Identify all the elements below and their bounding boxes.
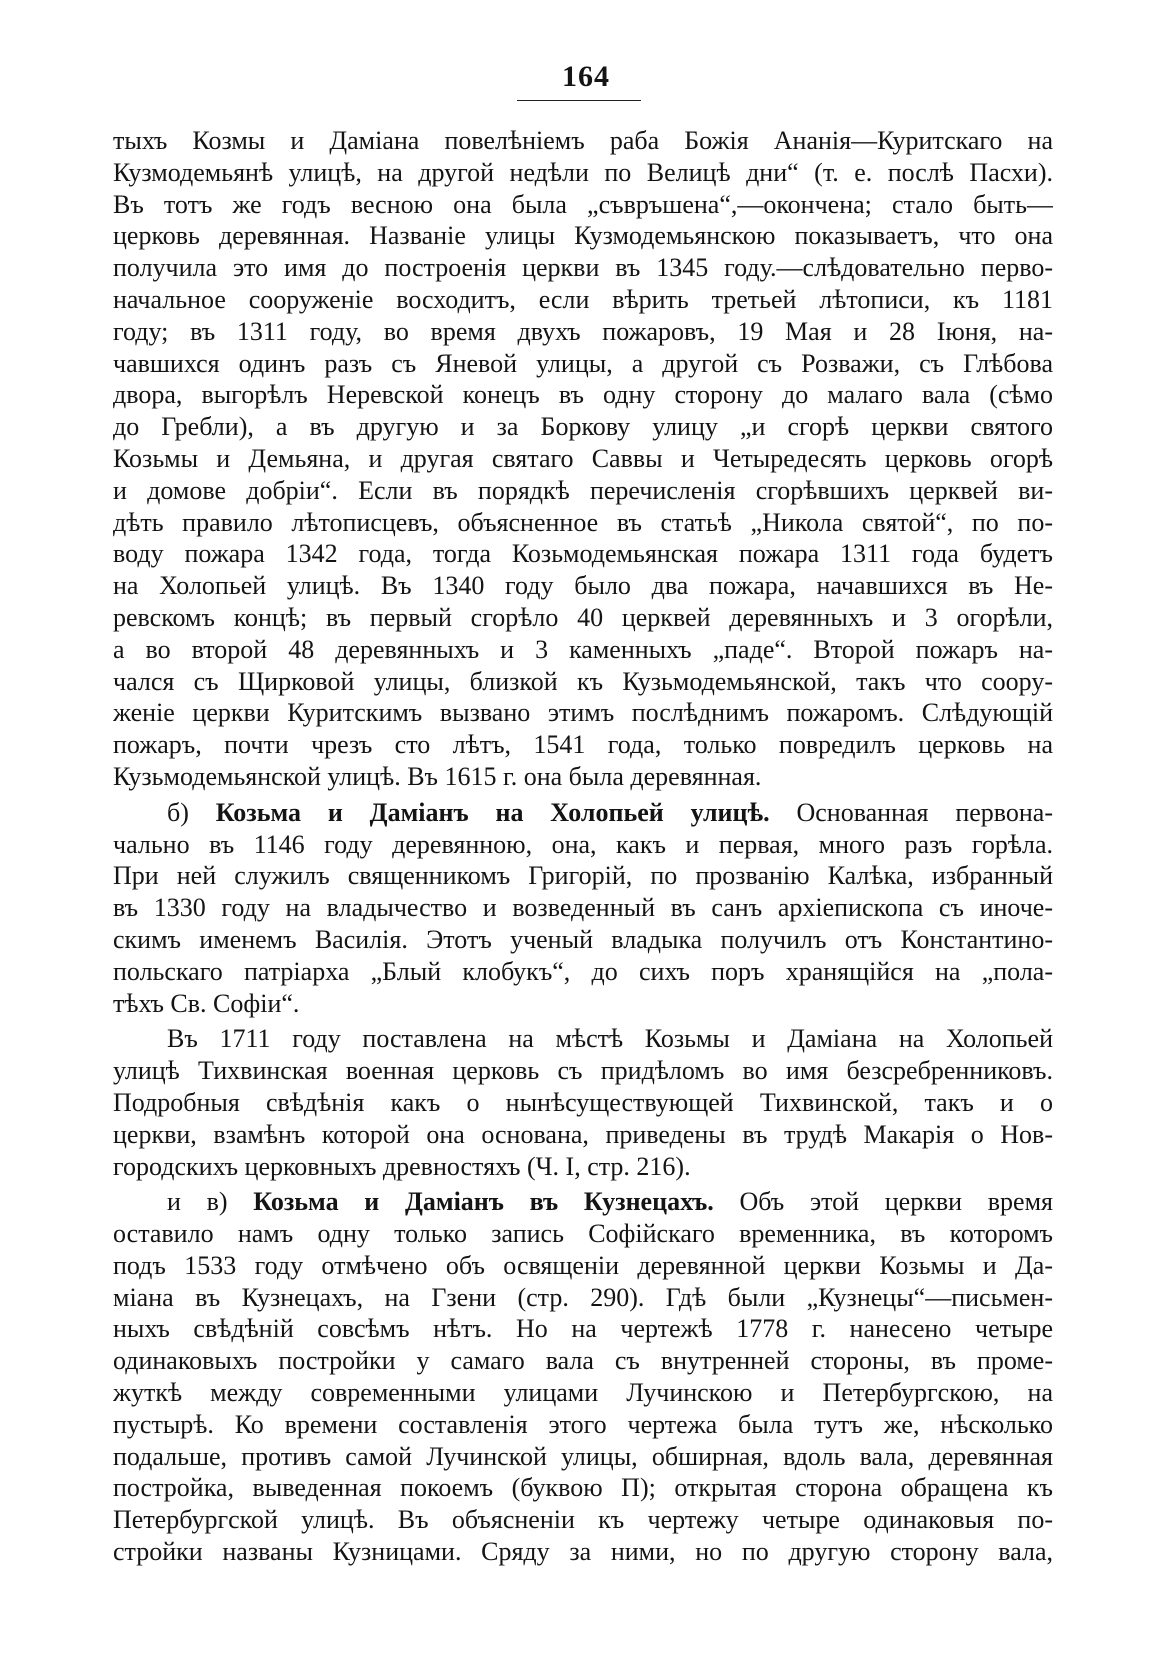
text-segment: міана въ Кузнецахъ, на Гзени (стр. 290). Гдѣ были „Кузнецы“—письмен-	[113, 1282, 1053, 1312]
text-line	[113, 1504, 1053, 1536]
text-segment: б)	[167, 797, 216, 827]
text-segment: пожаръ, почти чрезъ сто лѣтъ, 1541 года, только повредилъ церковь на	[113, 730, 1053, 760]
text-segment: подъ 1533 году отмѣчено объ освященіи деревянной церкви Козьмы и Да-	[113, 1250, 1053, 1280]
text-line	[113, 1282, 1053, 1314]
text-line	[113, 220, 1053, 252]
text-segment: одинаковыхъ постройки у самаго вала съ внутренней стороны, въ проме-	[113, 1346, 1053, 1376]
text-line	[113, 284, 1053, 316]
text-segment: Подробныя свѣдѣнія какъ о нынѣсуществующей Тихвинской, такъ и о	[113, 1087, 1053, 1117]
text-segment: чавшихся одинъ разъ съ Яневой улицы, а другой съ Розважи, съ Глѣбова	[113, 348, 1053, 378]
text-segment: Кузьмодемьянской улицѣ. Въ 1615 г. она была деревянная.	[113, 761, 762, 791]
text-segment: скимъ именемъ Василія. Этотъ ученый владыка получилъ отъ Константино-	[113, 924, 1053, 954]
text-line	[113, 538, 1053, 570]
text-segment: улицѣ Тихвинская военная церковь съ придѣломъ во имя безсребренниковъ.	[113, 1056, 1053, 1086]
text-line	[113, 443, 1053, 475]
text-segment: постройка, выведенная покоемъ (буквою П); открытая сторона обращена къ	[113, 1473, 1053, 1503]
text-line	[113, 1441, 1053, 1473]
text-line	[113, 1536, 1053, 1568]
text-segment: оставило намъ одну только запись Софійскаго временника, въ которомъ	[113, 1219, 1053, 1249]
text-segment: Объ этой церкви время	[713, 1187, 1053, 1217]
text-segment: Въ тотъ же годъ весною она была „съвръшена“,—окончена; стало быть—	[113, 189, 1053, 219]
text-segment: церкви, взамѣнъ которой она основана, приведены въ трудѣ Макарія о Нов-	[113, 1119, 1053, 1149]
text-segment: году; въ 1311 году, во время двухъ пожаровъ, 19 Мая и 28 Іюня, на-	[113, 316, 1053, 346]
text-segment: въ 1330 году на владычество и возведенный въ санъ архіепископа съ иноче-	[113, 893, 1053, 923]
body-text	[113, 125, 1053, 1568]
text-line	[113, 892, 1053, 924]
section-heading: Козьма и Даміанъ въ Кузнецахъ.	[253, 1187, 714, 1217]
text-line	[113, 475, 1053, 507]
text-line	[113, 860, 1053, 892]
text-segment: двора, выгорѣлъ Неревской конецъ въ одну сторону до малаго вала (сѣмо	[113, 380, 1053, 410]
text-segment: жуткѣ между современными улицами Лучинскою и Петербургскою, на	[113, 1378, 1053, 1408]
text-line	[113, 988, 1053, 1020]
text-segment: Въ 1711 году поставлена на мѣстѣ Козьмы и Даміана на Холопьей	[167, 1024, 1053, 1054]
text-line	[113, 1250, 1053, 1282]
text-line	[113, 507, 1053, 539]
text-line	[113, 252, 1053, 284]
text-segment: дѣть правило лѣтописцевъ, объясненное въ статьѣ „Никола святой“, по по-	[113, 507, 1053, 537]
text-segment: При ней служилъ священникомъ Григорій, по прозванію Калѣка, избранный	[113, 861, 1053, 891]
text-line	[113, 1087, 1053, 1119]
text-line	[113, 411, 1053, 443]
text-line	[113, 1023, 1053, 1055]
text-segment: польскаго патріарха „Блый клобукъ“, до сихъ поръ хранящійся на „пола-	[113, 956, 1053, 986]
text-segment: и в)	[167, 1187, 254, 1217]
text-segment: Козьмы и Демьяна, и другая святаго Саввы и Четыредесять церковь огорѣ	[113, 443, 1053, 473]
text-segment: стройки названы Кузницами. Сряду за ними, но по другую сторону вала,	[113, 1537, 1053, 1567]
text-line	[113, 316, 1053, 348]
text-line	[113, 634, 1053, 666]
text-line	[113, 761, 1053, 793]
text-segment: и домове добріи“. Если въ порядкѣ перечисленія сгорѣвшихъ церквей ви-	[113, 475, 1053, 505]
text-segment: тѣхъ Св. Софіи“.	[113, 988, 300, 1018]
text-line	[113, 729, 1053, 761]
text-segment: подальше, противъ самой Лучинской улицы, обширная, вдоль вала, деревянная	[113, 1441, 1053, 1471]
text-line	[113, 157, 1053, 189]
text-segment: начальное сооруженіе восходитъ, если вѣрить третьей лѣтописи, къ 1181	[113, 284, 1053, 314]
text-line	[113, 924, 1053, 956]
text-line	[113, 1345, 1053, 1377]
text-segment: городскихъ церковныхъ древностяхъ (Ч. I, стр. 216).	[113, 1151, 691, 1181]
text-line	[113, 697, 1053, 729]
text-line	[113, 602, 1053, 634]
text-segment: ныхъ свѣдѣній совсѣмъ нѣтъ. Но на чертежѣ 1778 г. нанесено четыре	[113, 1314, 1053, 1344]
text-line	[113, 1313, 1053, 1345]
text-line	[113, 829, 1053, 861]
text-line	[113, 1055, 1053, 1087]
text-segment: Петербургской улицѣ. Въ объясненіи къ чертежу четыре одинаковыя по-	[113, 1505, 1053, 1535]
text-segment: Основанная первона-	[769, 797, 1053, 827]
page-number-rule	[517, 100, 641, 101]
text-line	[113, 1186, 1053, 1218]
text-line	[113, 666, 1053, 698]
text-line	[113, 125, 1053, 157]
text-segment: на Холопьей улицѣ. Въ 1340 году было два пожара, начавшихся въ Не-	[113, 571, 1053, 601]
text-line	[113, 1151, 1053, 1183]
text-segment: ревскомъ концѣ; въ первый сгорѣло 40 церквей деревянныхъ и 3 огорѣли,	[113, 602, 1053, 632]
page-number: 164	[562, 60, 610, 93]
text-line	[113, 348, 1053, 380]
text-segment: пустырѣ. Ко времени составленія этого чертежа была тутъ же, нѣсколько	[113, 1409, 1053, 1439]
text-segment: церковь деревянная. Названіе улицы Кузмодемьянскою показываетъ, что она	[113, 221, 1053, 251]
text-segment: до Гребли), а въ другую и за Боркову улицу „и сгорѣ церкви святого	[113, 412, 1053, 442]
text-segment: чально въ 1146 году деревянною, она, какъ и первая, много разъ горѣла.	[113, 829, 1053, 859]
text-segment: а во второй 48 деревянныхъ и 3 каменныхъ „паде“. Второй пожаръ на-	[113, 634, 1053, 664]
text-line	[113, 1119, 1053, 1151]
text-segment: тыхъ Козмы и Даміана повелѣніемъ раба Божія Ананія—Куритскаго на	[113, 126, 1053, 155]
text-segment: Кузмодемьянѣ улицѣ, на другой недѣли по Велицѣ дни“ (т. е. послѣ Пасхи).	[113, 157, 1053, 187]
text-line	[113, 1409, 1053, 1441]
text-line	[113, 570, 1053, 602]
text-segment: женіе церкви Куритскимъ вызвано этимъ послѣднимъ пожаромъ. Слѣдующій	[113, 698, 1053, 728]
text-segment: получила это имя до построенія церкви въ 1345 году.—слѣдовательно перво-	[113, 253, 1053, 283]
text-line	[113, 1472, 1053, 1504]
text-line	[113, 956, 1053, 988]
text-segment: воду пожара 1342 года, тогда Козьмодемьянская пожара 1311 года будетъ	[113, 539, 1053, 569]
text-line	[113, 1377, 1053, 1409]
text-line	[113, 379, 1053, 411]
section-heading: Козьма и Даміанъ на Холопьей улицѣ.	[215, 797, 770, 827]
text-line	[113, 189, 1053, 221]
text-line	[113, 1218, 1053, 1250]
text-segment: чался съ Щирковой улицы, близкой къ Кузьмодемьянской, такъ что соору-	[113, 666, 1053, 696]
text-line	[113, 797, 1053, 829]
